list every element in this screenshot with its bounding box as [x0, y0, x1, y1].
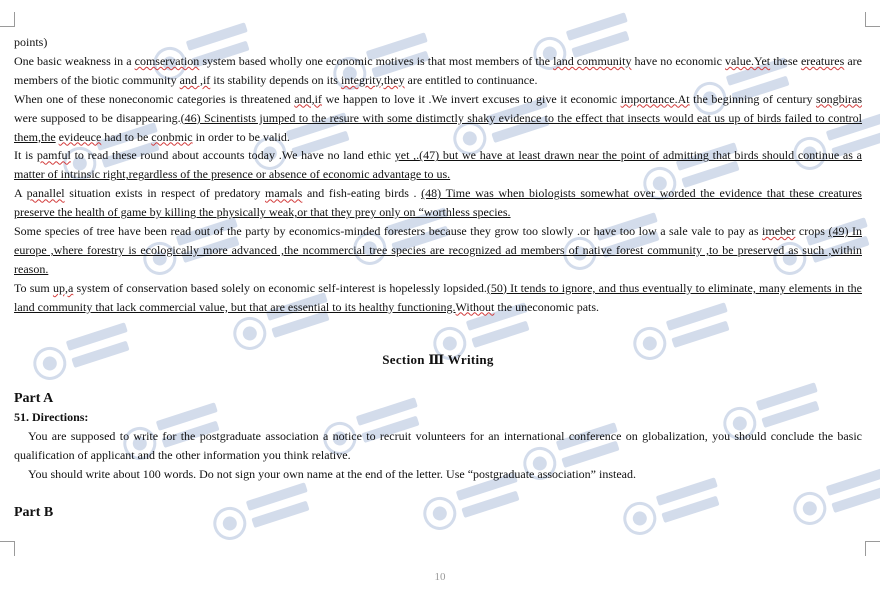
- part-a-heading: Part A: [14, 390, 54, 406]
- document-body: [14, 33, 862, 523]
- directions-paragraph-2: You should write about 100 words. Do not sign your own name at the end of the letter. Use “postgraduate association” instead.: [28, 467, 636, 482]
- passage-paragraph-1: One basic weakness in a comservation system based wholly one economic motives is that most members of the land community have no economic value.Yet these ereatures are members of the biotic community and ,if its stability depends on its integrity,they are entitled to continuance.: [14, 53, 862, 87]
- passage-fragment: points): [14, 35, 48, 49]
- directions-paragraph-1: You are supposed to write for the postgraduate association a notice to recruit volunteers for an international conference on globalization, you should conclude the basic qualification of applicant and the other information you think relative.: [14, 429, 862, 463]
- translation-sentence-49: (49) In europe ,where forestry is ecologically more advanced ,the ncommercial tree species are recognized ad members of native forest community ,to be preserved as such ,within reason.: [14, 224, 862, 276]
- translation-sentence-46: (46) Scinentists jumped to the resure with some distimctly shaky evidence to the effect that insects would eat us up of birds failed to control them,the: [14, 110, 863, 144]
- passage-paragraph-5: Some species of tree have been read out of the party by economics-minded foresters because they grow too slowly .or have too low a sale vale to pay as imeber crops (49) In europe ,where forestry is ecologically more advanced ,the ncommercial tree species are recognized ad members of native forest community ,to be preserved as such ,within reason.: [14, 224, 862, 276]
- crop-mark-bottom-left: [0, 541, 15, 556]
- translation-sentence-50: (50) It tends to ignore, and thus eventually to eliminate, many elements in the land community that lack commercial value, but that are essential to its healthy functioning.: [14, 280, 862, 314]
- part-b-heading: Part B: [14, 505, 54, 521]
- section-title: Section Ⅲ Writing: [382, 351, 494, 367]
- translation-sentence-48: (48) Time was when biologists somewhat over worded the evidence that these creatures preserve the health of game by killing the physically weak,or that they prey only on “worthless species.: [14, 186, 862, 220]
- passage-paragraph-2: When one of these noneconomic categories is threatened and,if we happen to love it .We invert excuses to give it economic importance.At the beginning of century songbiras were supposed to be disappearing.(46) Scinentists jumped to the resure with some distimctly shaky evidence to the effect that insects would eat us up of birds failed to control them,the evideuce had to be conbmic in order to be valid.: [14, 91, 863, 144]
- translation-sentence-47: (47) but we have at least drawn near the point of admitting that birds should continue as a matter of intrinsic right,regardless of the presence or absence of economic advantage to us.: [14, 148, 862, 182]
- crop-mark-bottom-right: [865, 541, 880, 556]
- crop-mark-top-right: [865, 12, 880, 27]
- passage-paragraph-4: A panallel situation exists in respect of predatory mamals and fish-eating birds . (48) Time was when biologists somewhat over worded the evidence that these creatures preserve the health of game by killing the physically weak,or that they prey only on “worthless species.: [14, 186, 862, 220]
- crop-mark-top-left: [0, 12, 15, 27]
- page-number: 10: [434, 571, 446, 583]
- passage-paragraph-3: It is pamful to read these round about accounts today .We have no land ethic yet ,.(47) but we have at least drawn near the point of admitting that birds should continue as a matter of intrinsic right,regardless of the presence or absence of economic advantage to us.: [14, 148, 862, 182]
- directions-label: 51. Directions:: [14, 410, 89, 425]
- passage-paragraph-6: To sum up,a system of conservation based solely on economic self-interest is hopelessly lopsided.(50) It tends to ignore, and thus eventually to eliminate, many elements in the land community that lack commercial value, but that are essential to its healthy functioning.Without the uneconomic pats.: [14, 280, 862, 314]
